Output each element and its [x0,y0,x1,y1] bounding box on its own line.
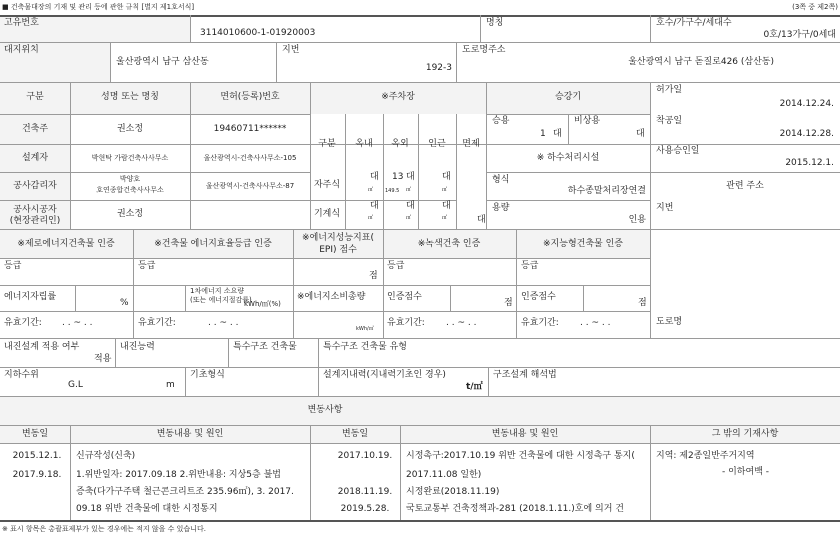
zero-energy-validity-label: 유효기간: [4,318,42,328]
smart-score-unit: 점 [638,298,647,308]
smart-score-label: 인증점수 [521,292,556,302]
indoor-mech-unit: 대 [370,201,379,211]
change-left-date-2: 2017.9.18. [12,470,62,480]
green-score-unit: 점 [504,298,513,308]
outdoor-self-area: 149.5 [385,188,400,194]
change-right-text-4: 국토교통부 건축정책과-281 (2018.1.11.)호에 의거 건 [406,504,624,514]
designer-label: 설계자 [21,153,49,163]
elevator-passenger-label: 승용 [492,116,510,126]
groundwater-unit: m [166,380,175,390]
smart-grade-label: 등급 [521,261,539,271]
change-left-text-4: 09.18 위반 건축물에 대한 시정통지 [76,504,218,514]
special-structure-label: 특수구조 건축물 [233,342,297,352]
green-validity-value: . . ~ . . [446,318,477,328]
sewage-type-label: 형식 [492,175,510,185]
elevator-title: 승강기 [554,92,582,102]
approval-date-label: 사용승인일 [656,146,700,156]
location-value: 울산광역시 남구 삼산동 [116,57,209,67]
outdoor-mech-m2: ㎡ [406,215,412,221]
green-score-label: 인증점수 [387,292,422,302]
analysis-label: 구조설계 해석법 [493,370,557,380]
road-label: 도로명주소 [462,45,506,55]
primary-energy-unit: kWh/㎡(%) [244,300,281,308]
id-label: 고유번호 [4,18,39,28]
outdoor-mech-unit: 대 [406,201,415,211]
bearing-unit: t/㎡ [466,382,483,392]
elevator-emergency-unit: 대 [636,129,645,139]
page-indicator: (3쪽 중 제2쪽) [792,3,838,11]
changes-right-content-header: 변동내용 및 원인 [491,429,559,439]
supervisor-label: 공사감리자 [13,181,57,191]
start-date-value: 2014.12.28. [779,129,834,139]
related-road-label: 도로명 [656,317,683,327]
self-rate-unit: % [120,298,129,308]
groundwater-gl: G.L [68,380,83,390]
outdoor-self-count: 13 [392,172,404,182]
quake-design-value: 적용 [94,354,112,364]
green-title: ※녹색건축 인증 [417,239,481,249]
other-notes-header: 그 밖의 기재사항 [711,429,779,439]
change-right-text-1: 시정촉구:2017.10.19 위반 건축물에 대한 시정촉구 통지( [406,451,635,461]
bearing-label: 설계지내력(지내력기초인 경우) [323,370,446,380]
special-structure-type-label: 특수구조 건축물 유형 [323,342,407,352]
lot-value: 192-3 [425,63,452,73]
change-left-text-2: 1.위반일자: 2017.09.18 2.위반내용: 지상5층 불법 [76,470,281,480]
quake-capacity-label: 내진능력 [120,342,155,352]
related-address-title: 관련 주소 [726,181,764,191]
green-validity-label: 유효기간: [387,318,425,328]
consumption-label: ※에너지소비총량 [297,292,366,302]
change-right-date-1: 2017.10.19. [337,451,393,461]
parking-header-type: 구분 [318,139,336,149]
efficiency-grade-label: 등급 [138,261,156,271]
efficiency-title: ※건축물 에너지효율등급 인증 [154,239,272,249]
nearby-mech-m2: ㎡ [442,215,448,221]
epi-point-unit: 점 [369,271,378,281]
owner-license: 19460711****** [213,124,287,134]
smart-validity-label: 유효기간: [521,318,559,328]
persons-header-license: 면허(등록)번호 [220,92,280,102]
contractor-label-2: (현장관리인) [9,216,61,226]
parking-mech-label: 기계식 [313,209,341,219]
contractor-name: 권소정 [116,209,144,219]
units-label: 호수/가구수/세대수 [656,18,732,28]
other-notes-zone: 지역: 제2종일반주거지역 [656,451,755,461]
owner-label: 건축주 [21,124,49,134]
zero-energy-grade-label: 등급 [4,261,22,271]
footer-note: ※ 표시 항목은 총괄표제부가 있는 경우에는 적지 않을 수 있습니다. [2,525,206,533]
quake-design-label: 내진설계 적용 여부 [4,342,80,352]
self-rate-label: 에너지자립률 [4,292,57,302]
epi-title-1: ※에너지성능지표( [302,233,374,243]
nearby-self-unit: 대 [442,172,451,182]
change-right-date-4: 2019.5.28. [340,504,390,514]
units-value: 0호/13가구/0세대 [763,30,836,40]
efficiency-validity-label: 유효기간: [138,318,176,328]
change-left-text-1: 신규작성(신축) [76,451,136,461]
supervisor-license: 울산광역시-건축사사무소-87 [205,182,295,190]
change-left-date-1: 2015.12.1. [12,451,62,461]
parking-header-nearby: 인근 [428,139,446,149]
zero-energy-title: ※제로에너지건축물 인증 [17,239,115,249]
elevator-emergency-label: 비상용 [574,116,601,126]
change-left-text-3: 증축(다가구주택 철근콘크리트조 235.96㎡), 3. 2017. [76,487,294,497]
supervisor-name-2: 호연종합건축사사무소 [96,186,164,194]
persons-header-name: 성명 또는 명칭 [101,92,159,102]
id-value: 3114010600-1-01920003 [200,28,316,38]
approval-date-value: 2015.12.1. [785,158,834,168]
parking-title: ※주차장 [381,92,415,102]
elevator-passenger-count: 1 [540,129,546,139]
name-label: 명칭 [486,18,504,28]
persons-header-role: 구분 [26,92,44,102]
sewage-title: ※ 하수처리시설 [536,153,600,163]
related-lot-label: 지번 [656,203,674,213]
primary-energy-label-1: 1차에너지 소요량 [190,287,245,295]
changes-right-date-header: 변동일 [341,429,369,439]
epi-title-2: EPI) 점수 [319,245,357,255]
indoor-mech-m2: ㎡ [368,215,374,221]
efficiency-validity-value: . . ~ . . [208,318,239,328]
nearby-mech-unit: 대 [442,201,451,211]
permit-date-label: 허가일 [656,85,683,95]
designer-license: 울산광역시-건축사사무소-105 [203,154,297,162]
change-right-text-3: 시정완료(2018.11.19) [406,487,500,497]
sewage-capacity-label: 용량 [492,203,510,213]
smart-validity-value: . . ~ . . [580,318,611,328]
road-value: 울산광역시 남구 돋질로426 (삼산동) [628,57,774,67]
parking-header-indoor: 옥내 [355,139,373,149]
outdoor-self-unit: 대 [406,172,415,182]
sewage-capacity-value: 인용 [628,215,646,225]
changes-title: 변동사항 [307,405,343,415]
change-right-text-2: 2017.11.08 일한) [406,470,482,480]
supervisor-name-1: 박양호 [119,175,141,183]
parking-self-label: 자주식 [313,180,341,190]
primary-energy-label-2: (또는 에너지절감률) [190,296,252,304]
changes-left-date-header: 변동일 [21,429,49,439]
change-right-date-3: 2018.11.19. [337,487,393,497]
location-label: 대지위치 [4,45,39,55]
green-grade-label: 등급 [387,261,405,271]
parking-header-exempt: 면제 [462,139,480,149]
foundation-label: 기초형식 [190,370,225,380]
start-date-label: 착공일 [656,116,683,126]
consumption-unit: kWh/㎡ [356,326,374,332]
other-notes-end: - 이하여백 - [722,467,769,477]
groundwater-label: 지하수위 [4,370,39,380]
lot-label: 지번 [282,45,300,55]
contractor-label-1: 공사시공자 [13,205,57,215]
indoor-self-unit: 대 [370,172,379,182]
parking-header-outdoor: 옥외 [391,139,409,149]
designer-name: 박현탁 가람건축사사무소 [91,154,169,162]
nearby-self-m2: ㎡ [442,187,448,193]
zero-energy-validity-value: . . ~ . . [62,318,93,328]
owner-name: 권소정 [116,124,144,134]
exempt-unit: 대 [477,215,486,225]
sewage-type-value: 하수종말처리장연결 [567,186,646,196]
permit-date-value: 2014.12.24. [779,99,834,109]
outdoor-self-m2: ㎡ [406,187,412,193]
changes-left-content-header: 변동내용 및 원인 [156,429,224,439]
elevator-passenger-unit: 대 [553,129,562,139]
form-title: ■ 건축물대장의 기재 및 관리 등에 관한 규칙 [별지 제1호서식] [2,3,195,11]
indoor-self-m2: ㎡ [368,187,374,193]
smart-title: ※지능형건축물 인증 [543,239,623,249]
